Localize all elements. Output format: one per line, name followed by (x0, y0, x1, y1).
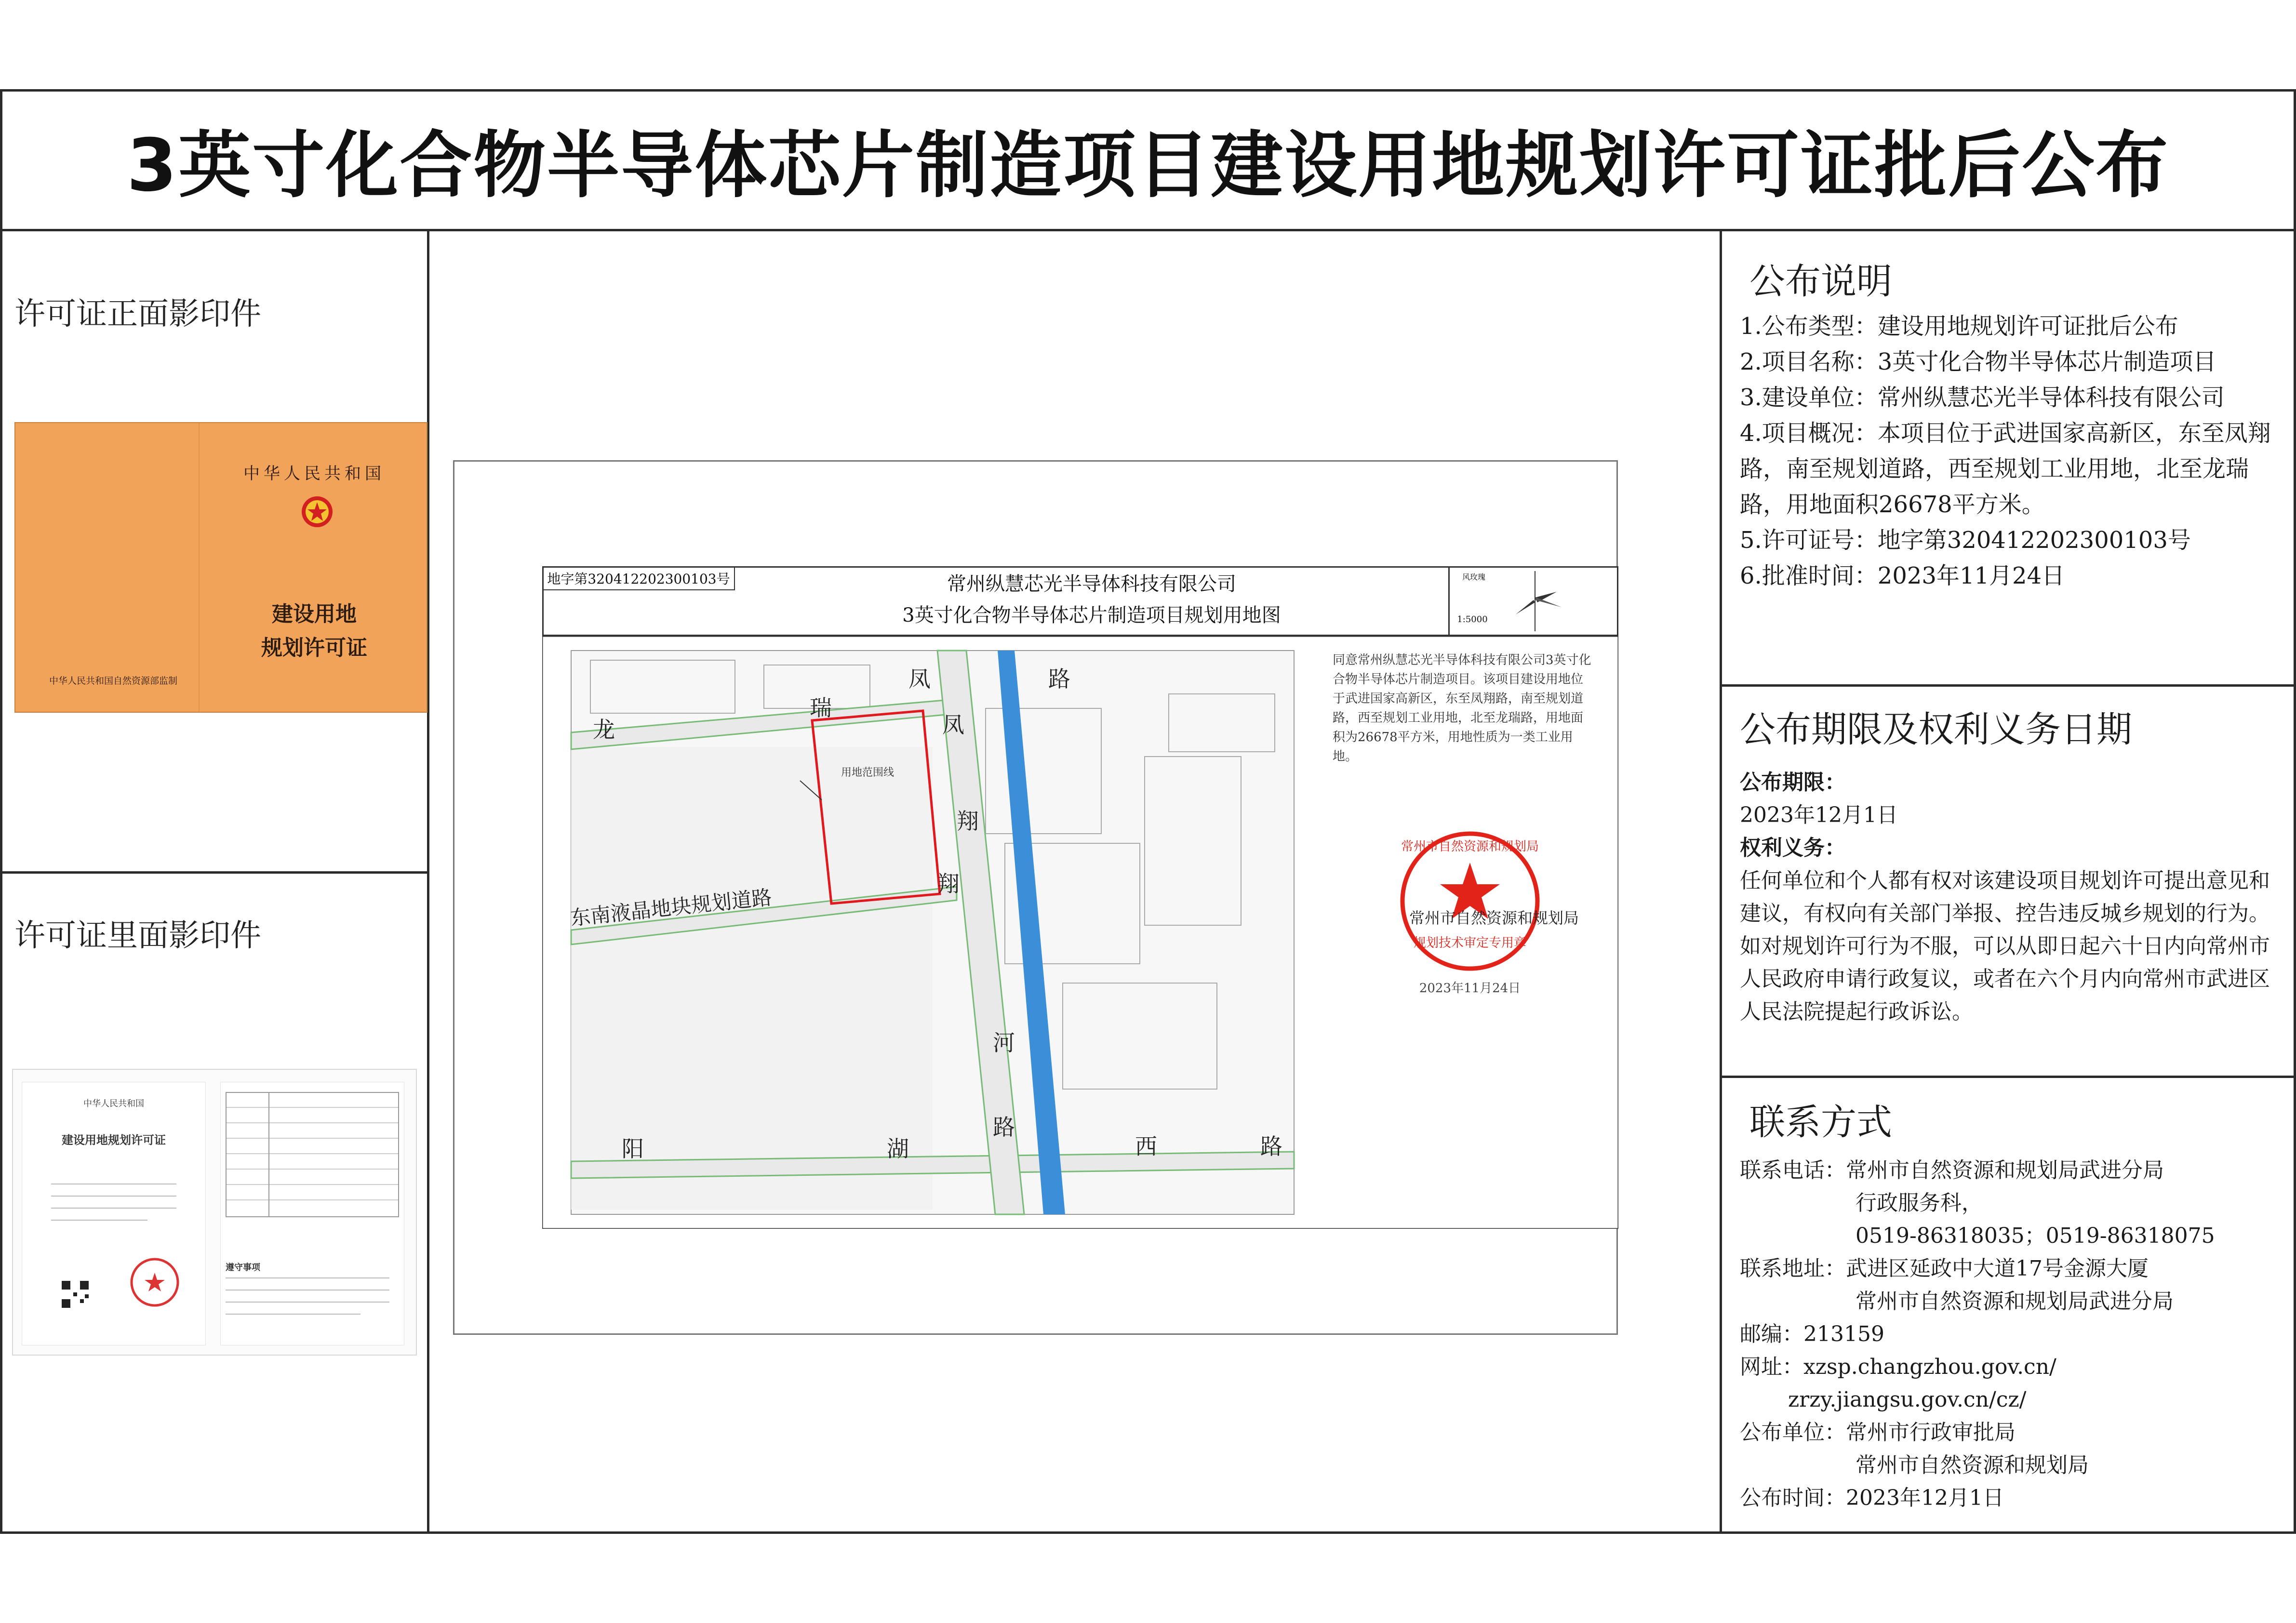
road-label-lu3: 路 (1260, 1133, 1282, 1159)
right-column-divider (1720, 231, 1722, 1534)
back-card-name: 建设用地规划许可证 (62, 1133, 166, 1147)
permit-front-image (14, 422, 427, 713)
road-label-he: 河 (993, 1030, 1015, 1056)
period-heading: 公布期限及权利义务日期 (1740, 709, 2132, 750)
contact-heading: 联系方式 (1749, 1102, 1892, 1143)
right-section-divider-2 (1720, 1076, 2296, 1078)
map-scale-box (1448, 566, 1496, 636)
road-label-yang: 阳 (622, 1136, 644, 1162)
address-line1: 武进区延政中大道17号金源大厦 (1846, 1256, 2149, 1281)
road-label-xi: 西 (1135, 1133, 1157, 1159)
notice-item-builder: 3.建设单位：常州纵慧芯光半导体科技有限公司 (1740, 384, 2225, 411)
map-permit-number: 地字第320412202300103号 (542, 566, 735, 590)
map-company: 常州纵慧芯光半导体科技有限公司 (947, 573, 1236, 595)
rights-text: 任何单位和个人都有权对该建设项目规划许可提出意见和建议，有权向有关部门举报、控告违反城乡规划的行为。如对规划许可行为不服，可以从即日起六十日内向常州市人民政府申请行政复议，或者在六个月内向常州市武进区人民法院提起行政诉讼。 (1740, 868, 2270, 1024)
road-label-feng1: 凤 (908, 666, 931, 692)
notice-item-permit-no: 5.许可证号：地字第320412202300103号 (1740, 527, 2191, 554)
phone-numbers: 0519-86318035；0519-86318075 (1855, 1224, 2215, 1248)
phone-line1: 常州市自然资源和规划局武进分局 (1846, 1158, 2164, 1183)
title-row (0, 89, 2296, 231)
card-name-line1: 建设用地 (272, 602, 357, 626)
publisher-line1: 常州市行政审批局 (1846, 1420, 2016, 1445)
map-scale: 1:5000 (1457, 614, 1488, 625)
left-section-divider (0, 871, 428, 874)
seal-text: 常州市自然资源和规划局 (1401, 839, 1539, 854)
planning-seal-icon (1398, 829, 1542, 973)
publisher-label: 公布单位： (1740, 1420, 1846, 1445)
permit-table-icon (226, 1092, 399, 1217)
road-label-xiang2: 翔 (937, 871, 960, 897)
phone-label: 联系电话： (1740, 1158, 1846, 1183)
notice-item-project: 2.项目名称：3英寸化合物半导体芯片制造项目 (1740, 348, 2216, 375)
publisher-line2: 常州市自然资源和规划局 (1855, 1453, 2089, 1477)
road-label-southeast: 东南液晶地块规划道路 (569, 885, 773, 930)
boundary-label: 用地范围线 (841, 767, 894, 779)
wind-rose-label: 风玫瑰 (1462, 572, 1485, 582)
deadline-label: 公布期限： (1740, 770, 1846, 795)
page-title: 3英寸化合物半导体芯片制造项目建设用地规划许可证批后公布 (126, 124, 2170, 208)
road-label-long: 龙 (593, 717, 615, 743)
national-emblem-icon (300, 494, 334, 529)
seal-sub: 规划技术审定专用章 (1413, 936, 1527, 950)
back-card-seal-icon (128, 1256, 181, 1309)
notice-item-overview: 4.项目概况：本项目位于武进国家高新区，东至凤翔路，南至规划道路，西至规划工业用地，北至龙瑞路，用地面积26678平方米。 (1740, 420, 2271, 518)
phone-line2: 行政服务科， (1855, 1191, 1983, 1215)
seal-organization: 常州市自然资源和规划局 (1409, 909, 1579, 927)
card-country: 中华人民共和国 (243, 464, 385, 483)
right-section-divider-1 (1720, 684, 2296, 687)
address-label: 联系地址： (1740, 1256, 1846, 1281)
website-link-1[interactable]: xzsp.changzhou.gov.cn/ (1803, 1355, 2056, 1379)
road-label-xiang1: 翔 (957, 808, 979, 834)
front-copy-label: 许可证正面影印件 (14, 296, 261, 332)
notice-item-type: 1.公布类型：建设用地规划许可证批后公布 (1740, 313, 2178, 340)
period-body (1740, 766, 2280, 1028)
rights-label: 权利义务： (1740, 836, 1846, 860)
wind-rose-icon (1499, 569, 1571, 634)
deadline-value: 2023年12月1日 (1740, 803, 1898, 827)
map-drawing-area (571, 651, 1294, 1214)
road-label-feng2: 凤 (942, 712, 964, 738)
card-issuer: 中华人民共和国自然资源部监制 (49, 676, 178, 686)
card-fold-line (199, 423, 200, 712)
seal-date: 2023年11月24日 (1419, 981, 1521, 996)
map-approval-note: 同意常州纵慧芯光半导体科技有限公司3英寸化合物半导体芯片制造项目。该项目建设用地位于武进国家高新区，东至凤翔路，南至规划道路，西至规划工业用地，北至龙瑞路，用地面积为26678平方米，用地性质为一类工业用地。 (1333, 653, 1591, 764)
back-copy-label: 许可证里面影印件 (14, 918, 261, 954)
notice-heading: 公布说明 (1749, 261, 1892, 302)
contact-body (1740, 1154, 2280, 1515)
website-link-2[interactable]: zrzy.jiangsu.gov.cn/cz/ (1788, 1387, 2027, 1412)
permit-back-image (12, 1069, 417, 1356)
road-label-lu2: 路 (993, 1114, 1015, 1140)
qr-code-icon (61, 1280, 90, 1309)
publish-time: 公布时间：2023年12月1日 (1740, 1486, 2004, 1510)
permit-back-left-page (22, 1082, 206, 1345)
permit-back-right-page (220, 1082, 404, 1345)
website-label: 网址： (1740, 1355, 1803, 1379)
road-label-hu: 湖 (887, 1136, 909, 1162)
notice-item-approval-time: 6.批准时间：2023年11月24日 (1740, 562, 2065, 589)
zip-code: 邮编：213159 (1740, 1322, 1884, 1346)
back-country: 中华人民共和国 (83, 1099, 144, 1109)
road-label-rui: 瑞 (810, 695, 832, 721)
card-name-line2: 规划许可证 (261, 636, 367, 660)
notice-list (1740, 308, 2280, 594)
map-title: 3英寸化合物半导体芯片制造项目规划用地图 (902, 604, 1281, 626)
road-label-lu1: 路 (1048, 666, 1070, 692)
notice-title: 遵守事项 (226, 1263, 260, 1273)
address-line2: 常州市自然资源和规划局武进分局 (1855, 1289, 2174, 1314)
